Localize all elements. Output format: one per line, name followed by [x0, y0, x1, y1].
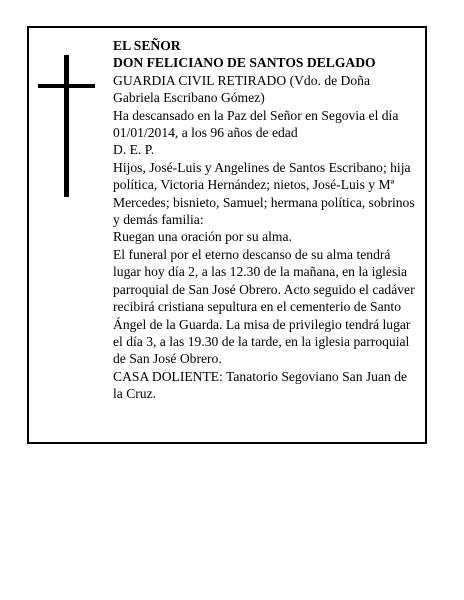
family-list: Hijos, José-Luis y Angelines de Santos Escribano; hija política, Victoria Hernández; nietos, José-Luis y Mª Mercedes; bisnieto, Samuel; hermana política, sobrinos y demás familia: — [113, 159, 415, 228]
funeral-details: El funeral por el eterno descanso de su alma tendrá lugar hoy día 2, a las 12.30 de la mañana, en la iglesia parroquial de San José Obrero. Acto seguido el cadáver recibirá cristiana sepultura en el cementerio de Santo Ángel de la Guarda. La misa de privilegio tendrá lugar el día 3, a las 19.30 de la tarde, en la iglesia parroquial de San José Obrero. — [113, 246, 415, 367]
deceased-name: DON FELICIANO DE SANTOS DELGADO — [113, 55, 376, 71]
obituary-text — [113, 37, 418, 403]
cross-icon-horizontal-bar — [38, 84, 95, 88]
cross-icon-vertical-bar — [64, 55, 69, 197]
prayer-request: Ruegan una oración por su alma. — [113, 229, 292, 245]
deceased-honorific: EL SEÑOR — [113, 38, 181, 53]
deceased-subtitle: GUARDIA CIVIL RETIRADO (Vdo. de Doña Gabriela Escribano Gómez) — [113, 72, 370, 106]
rip-line: D. E. P. — [113, 142, 155, 158]
mourning-house: CASA DOLIENTE: Tanatorio Segoviano San Juan de la Cruz. — [113, 368, 408, 402]
death-announcement: Ha descansado en la Paz del Señor en Segovia el día 01/01/2014, a los 96 años de edad — [113, 107, 399, 141]
